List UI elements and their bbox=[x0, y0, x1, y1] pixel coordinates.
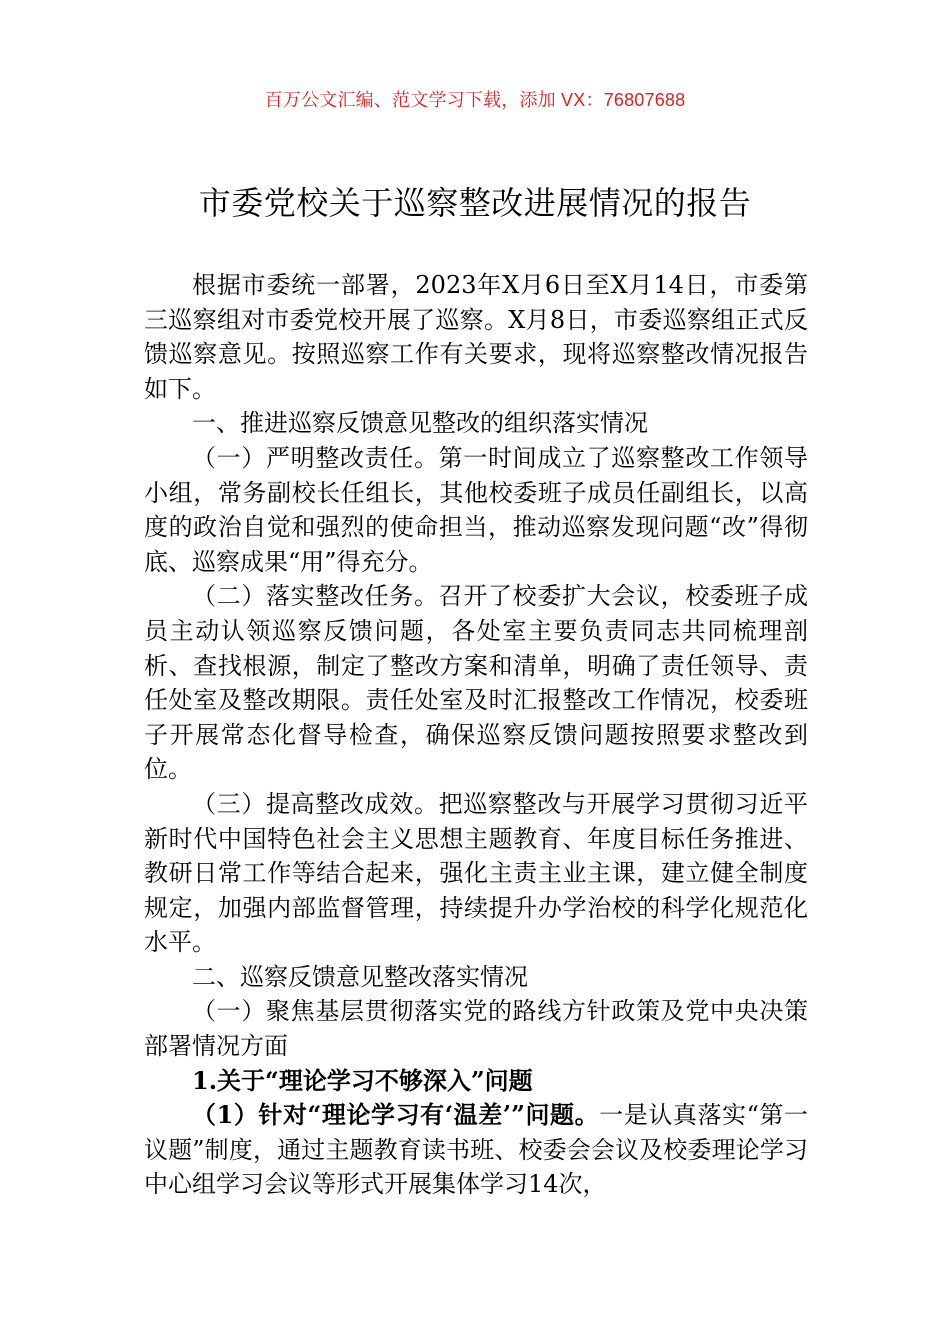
document-body bbox=[144, 268, 808, 1202]
paragraph-policy-implementation: （一）聚焦基层贯彻落实党的路线方针政策及党中央决策部署情况方面 bbox=[144, 997, 808, 1061]
paragraph-tasks: （二）落实整改任务。召开了校委扩大会议，校委班子成员主动认领巡察反馈问题，各处室主要负责同志共同梳理剖析、查找根源，制定了整改方案和清单，明确了责任领导、责任处室及整改期限。责任处室及时汇报整改工作情况，校委班子开展常态化督导检查，确保巡察反馈问题按照要求整改到位。 bbox=[144, 582, 808, 784]
point-lead: （1）针对“理论学习有‘温差’”问题。 bbox=[192, 1100, 600, 1130]
section-heading-1: 一、推进巡察反馈意见整改的组织落实情况 bbox=[192, 409, 648, 438]
paragraph-intro: 根据市委统一部署，2023年X月6日至X月14日，市委第三巡察组对市委党校开展了巡察。X月8日，市委巡察组正式反馈巡察意见。按照巡察工作有关要求，现将巡察整改情况报告如下。 bbox=[144, 271, 808, 403]
paragraph-responsibility: （一）严明整改责任。第一时间成立了巡察整改工作领导小组，常务副校长任组长，其他校委班子成员任副组长，以高度的政治自觉和强烈的使命担当，推动巡察发现问题“改”得彻底、巡察成果“用”得充分。 bbox=[144, 443, 808, 576]
section-heading-2: 二、巡察反馈意见整改落实情况 bbox=[192, 962, 528, 991]
paragraph-temperature-gap bbox=[144, 1098, 808, 1202]
document-title: 市委党校关于巡察整改进展情况的报告 bbox=[198, 184, 752, 222]
paragraph-effectiveness: （三）提高整改成效。把巡察整改与开展学习贯彻习近平新时代中国特色社会主义思想主题教育、年度目标任务推进、教研日常工作等结合起来，强化主责主业主课，建立健全制度规定，加强内部监督管理，持续提升办学治校的科学化规范化水平。 bbox=[144, 789, 808, 957]
subheading-theory-study: 1.关于“理论学习不够深入”问题 bbox=[192, 1065, 533, 1095]
header-banner: 百万公文汇编、范文学习下载，添加 VX：76807688 bbox=[264, 90, 686, 110]
point-text: 一是认真落实“第一议题”制度，通过主题教育读书班、校委会会议及校委理论学习中心组学习会议等形式开展集体学习14次， bbox=[144, 1101, 808, 1199]
